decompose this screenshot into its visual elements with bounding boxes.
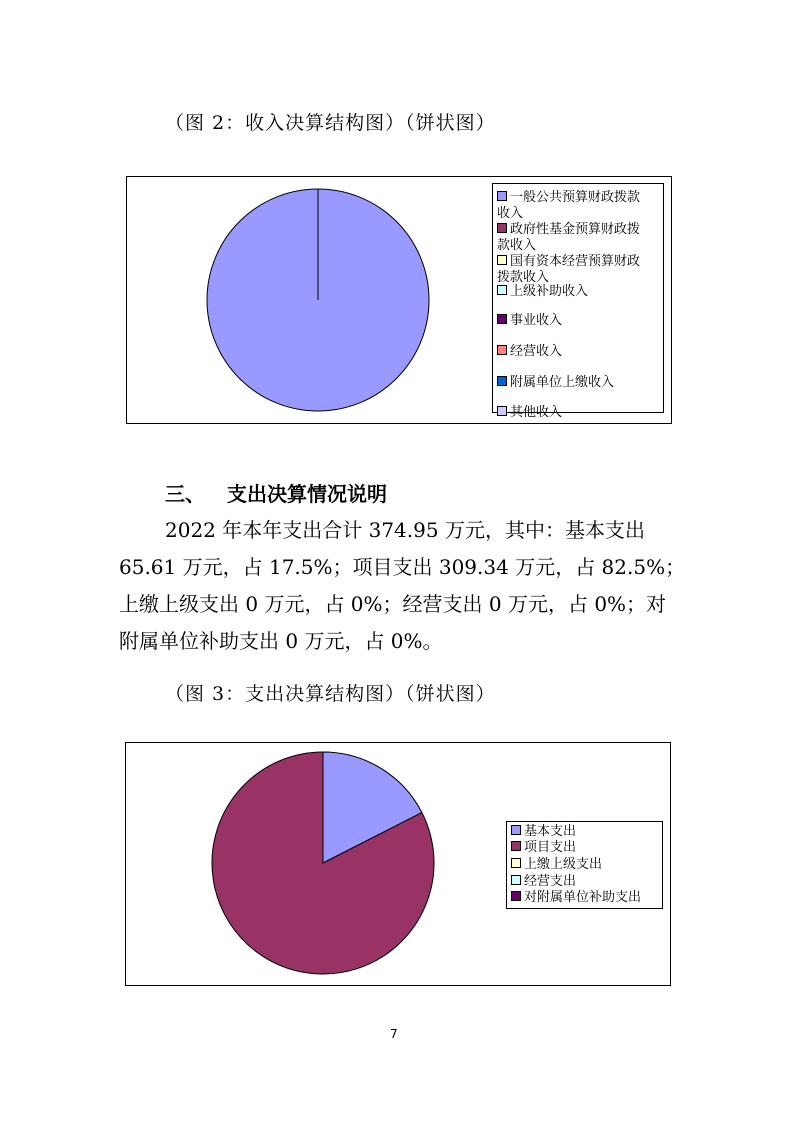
- figure-2-caption: （图 2：收入决算结构图）（饼状图）: [165, 112, 496, 134]
- expenditure-chart-frame: [125, 742, 671, 986]
- legend-item: [497, 405, 562, 421]
- legend-item: [511, 874, 576, 890]
- income-pie-slices: [207, 189, 429, 411]
- legend-swatch: [497, 345, 507, 355]
- legend-label: 其他收入: [510, 405, 563, 420]
- legend-label: 一般公共预算财政拨款: [510, 190, 641, 205]
- legend-item: [497, 222, 640, 254]
- page-number: 7: [390, 1027, 398, 1041]
- legend-label: 经营支出: [524, 874, 577, 889]
- legend-item: [511, 840, 576, 856]
- section-title: 支出决算情况说明: [227, 482, 387, 506]
- legend-item: [497, 190, 640, 222]
- expenditure-pie-slices: [212, 752, 434, 974]
- legend-item: [497, 313, 562, 329]
- income-legend: [492, 183, 664, 420]
- legend-label: 政府性基金预算财政拨: [510, 222, 641, 237]
- legend-label: 上级补助收入: [510, 284, 589, 299]
- legend-swatch: [511, 891, 521, 901]
- expenditure-legend: [506, 821, 663, 909]
- legend-label: 事业收入: [510, 313, 563, 328]
- legend-swatch: [511, 841, 521, 851]
- legend-swatch: [511, 825, 521, 835]
- legend-item: [497, 344, 562, 360]
- legend-label: 上缴上级支出: [524, 857, 603, 872]
- paragraph-line: 65.61 万元，占 17.5%；项目支出 309.34 万元，占 82.5%；: [119, 555, 686, 579]
- legend-swatch: [511, 858, 521, 868]
- legend-label: 基本支出: [524, 824, 577, 839]
- legend-swatch: [497, 191, 507, 201]
- paragraph-line: 附属单位补助支出 0 万元，占 0%。: [119, 629, 443, 653]
- legend-label: 经营收入: [510, 344, 563, 359]
- figure-3-caption: （图 3：支出决算结构图）（饼状图）: [165, 683, 496, 705]
- section-heading: [165, 478, 387, 507]
- section-number: 三、: [165, 482, 205, 506]
- legend-label: 拨款收入: [497, 270, 550, 285]
- legend-swatch: [497, 285, 507, 295]
- legend-swatch: [497, 314, 507, 324]
- legend-swatch: [511, 875, 521, 885]
- legend-item: [497, 254, 640, 286]
- legend-label: 附属单位上缴收入: [510, 375, 615, 390]
- legend-label: 对附属单位补助支出: [524, 890, 642, 905]
- legend-item: [511, 857, 602, 873]
- legend-swatch: [497, 255, 507, 265]
- legend-swatch: [497, 223, 507, 233]
- income-chart-frame: [126, 176, 672, 424]
- legend-label: 收入: [497, 206, 524, 221]
- legend-label: 国有资本经营预算财政: [510, 254, 641, 269]
- paragraph-line: 上缴上级支出 0 万元，占 0%；经营支出 0 万元，占 0%；对: [119, 592, 667, 616]
- legend-item: [497, 284, 588, 300]
- legend-swatch: [497, 376, 507, 386]
- paragraph-line: 2022 年本年支出合计 374.95 万元，其中：基本支出: [165, 518, 645, 542]
- legend-label: 款收入: [497, 238, 537, 253]
- legend-item: [511, 824, 576, 840]
- legend-swatch: [497, 406, 507, 416]
- legend-label: 项目支出: [524, 840, 577, 855]
- legend-item: [511, 890, 641, 906]
- legend-item: [497, 375, 614, 391]
- expenditure-paragraph: [119, 512, 686, 660]
